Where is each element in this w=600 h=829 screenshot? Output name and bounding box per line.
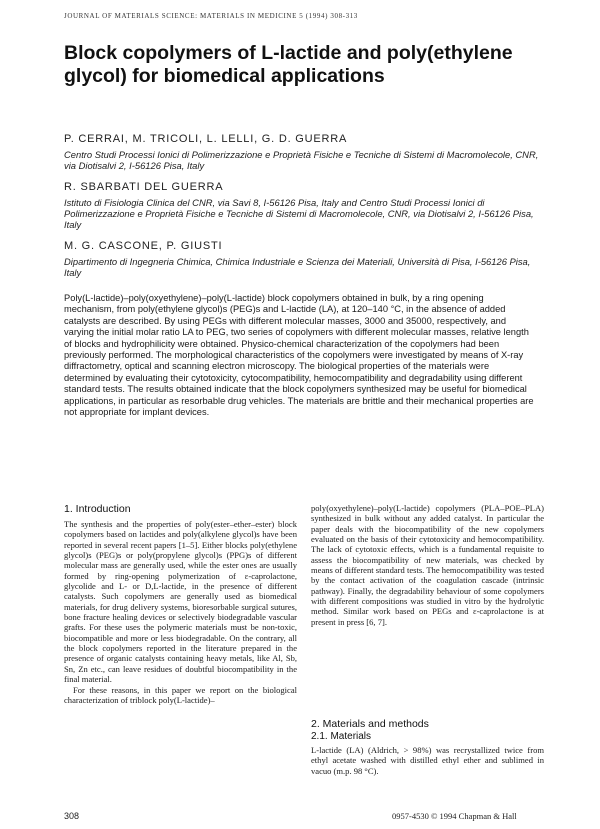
materials-paragraph: L-lactide (LA) (Aldrich, > 98%) was recrystallized twice from ethyl acetate washed with distilled ethyl ether and sublimed in vacuo (m.p. 98 °C). [311,745,544,776]
page-number: 308 [64,811,80,821]
abstract: Poly(L-lactide)–poly(oxyethylene)–poly(L-lactide) block copolymers obtained in bulk, by a ring opening mechanism, from poly(ethylene glycol)s (PEG)s and L-lactide (LA), at 120–140 °C, in the absence of added catalysts are described. By using PEGs with different molecular masses, 3000 and 35000, respectively, and varying the initial molar ratio LA to PEG, two series of copolymers with different molecular masses, relative length of blocks and hydrophilicity were obtained. Physico-chemical characterization of the copolymers had been previously performed. The morphological characteristics of the copolymers were investigated by means of X-ray diffractometry, optical and scanning electron microscopy. The biological properties of the materials were determined by evaluating their cytotoxicity, cytocompatibility, hemocompatibility and degradability using different standard tests. The results obtained indicate that the block copolymers synthesized may be useful for biomedical applications, in particular as resorbable drug vehicles. The materials are brittle and their mechanical properties are not appropriate for implant devices. [64,293,534,418]
affiliation-1: Centro Studi Processi Ionici di Polimerizzazione e Proprietà Fisiche e Tecniche di Sistemi di Macromolecole, CNR, via Diotisalvi 2, I-56126 Pisa, Italy [64,149,539,172]
paper-title: Block copolymers of L-lactide and poly(ethylene glycol) for biomedical applications [64,42,513,87]
intro-paragraph-2: For these reasons, in this paper we report on the biological characterization of triblock poly(L-lactide)– [64,684,297,705]
methods-heading: 2. Materials and methods [311,718,429,730]
author-list-2: R. SBARBATI DEL GUERRA [64,181,224,193]
introduction-heading: 1. Introduction [64,503,131,515]
author-list-1: P. CERRAI, M. TRICOLI, L. LELLI, G. D. GUERRA [64,133,348,145]
author-list-3: M. G. CASCONE, P. GIUSTI [64,240,223,252]
right-column [311,503,544,627]
issn-copyright: 0957-4530 © 1994 Chapman & Hall [392,811,517,821]
materials-subheading: 2.1. Materials [311,731,372,742]
intro-paragraph-1: The synthesis and the properties of poly(ester–ether–ester) block copolymers based on lactides and poly(alkylene glycol)s have been reported in several recent papers [1–5]. Either blocks poly(ethylene glycol)s (PEG)s or poly(propylene glycol)s (PPG)s of different molecular mass are generally used, while the ester ones are usually formed by ring-opening polymerization of ε-caprolactone, glycolide and L- or D,L-lactide, in the presence of different catalysts. Such copolymers are generally used as biomedical materials, for drug delivery systems, bioresorbable surgical sutures, bone fracture healing devices or selectively biodegradable vascular grafts. For these uses the polymeric materials must be non-toxic, biocompatible and more or less biodegradable. On the contrary, all the block copolymers reported in the literature prepared in the presence of organic catalysts containing heavy metals, like Al, Sb, Sn, Zn etc., can leave residues of doubtful biocompatibility in the final material. [64,519,297,685]
left-column [64,519,297,705]
affiliation-2: Istituto di Fisiologia Clinica del CNR, via Savi 8, I-56126 Pisa, Italy and Centro Studi Processi Ionici di Polimerizzazione e Proprietà Fisiche e Tecniche di Sistemi di Macromolecole, CNR, via Diotisalvi 2, I-56126 Pisa, Italy [64,197,534,231]
journal-header: JOURNAL OF MATERIALS SCIENCE: MATERIALS IN MEDICINE 5 (1994) 308-313 [64,12,358,20]
intro-paragraph-3: poly(oxyethylene)–poly(L-lactide) copolymers (PLA–POE–PLA) synthesized in bulk without any added catalyst. In particular the paper deals with the biocompatibility of the new copolymers evaluated on the basis of their cytotoxicity and hemocompatibility. The lack of cytotoxic effects, which is a fundamental requisite to assess the biocompatibility of new materials, was checked by means of different standard tests. The hemocompatibility was tested by the contact activation of the coagulation cascade (intrinsic pathway). Finally, the degradability behaviour of some copolymers with different compositions was studied in vitro by the hydrolytic method. Similar work based on PEGs and ε-caprolactone is at present in press [6, 7]. [311,503,544,627]
affiliation-3: Dipartimento di Ingegneria Chimica, Chimica Industriale e Scienza dei Materiali, Università di Pisa, I-56126 Pisa, Italy [64,256,531,279]
